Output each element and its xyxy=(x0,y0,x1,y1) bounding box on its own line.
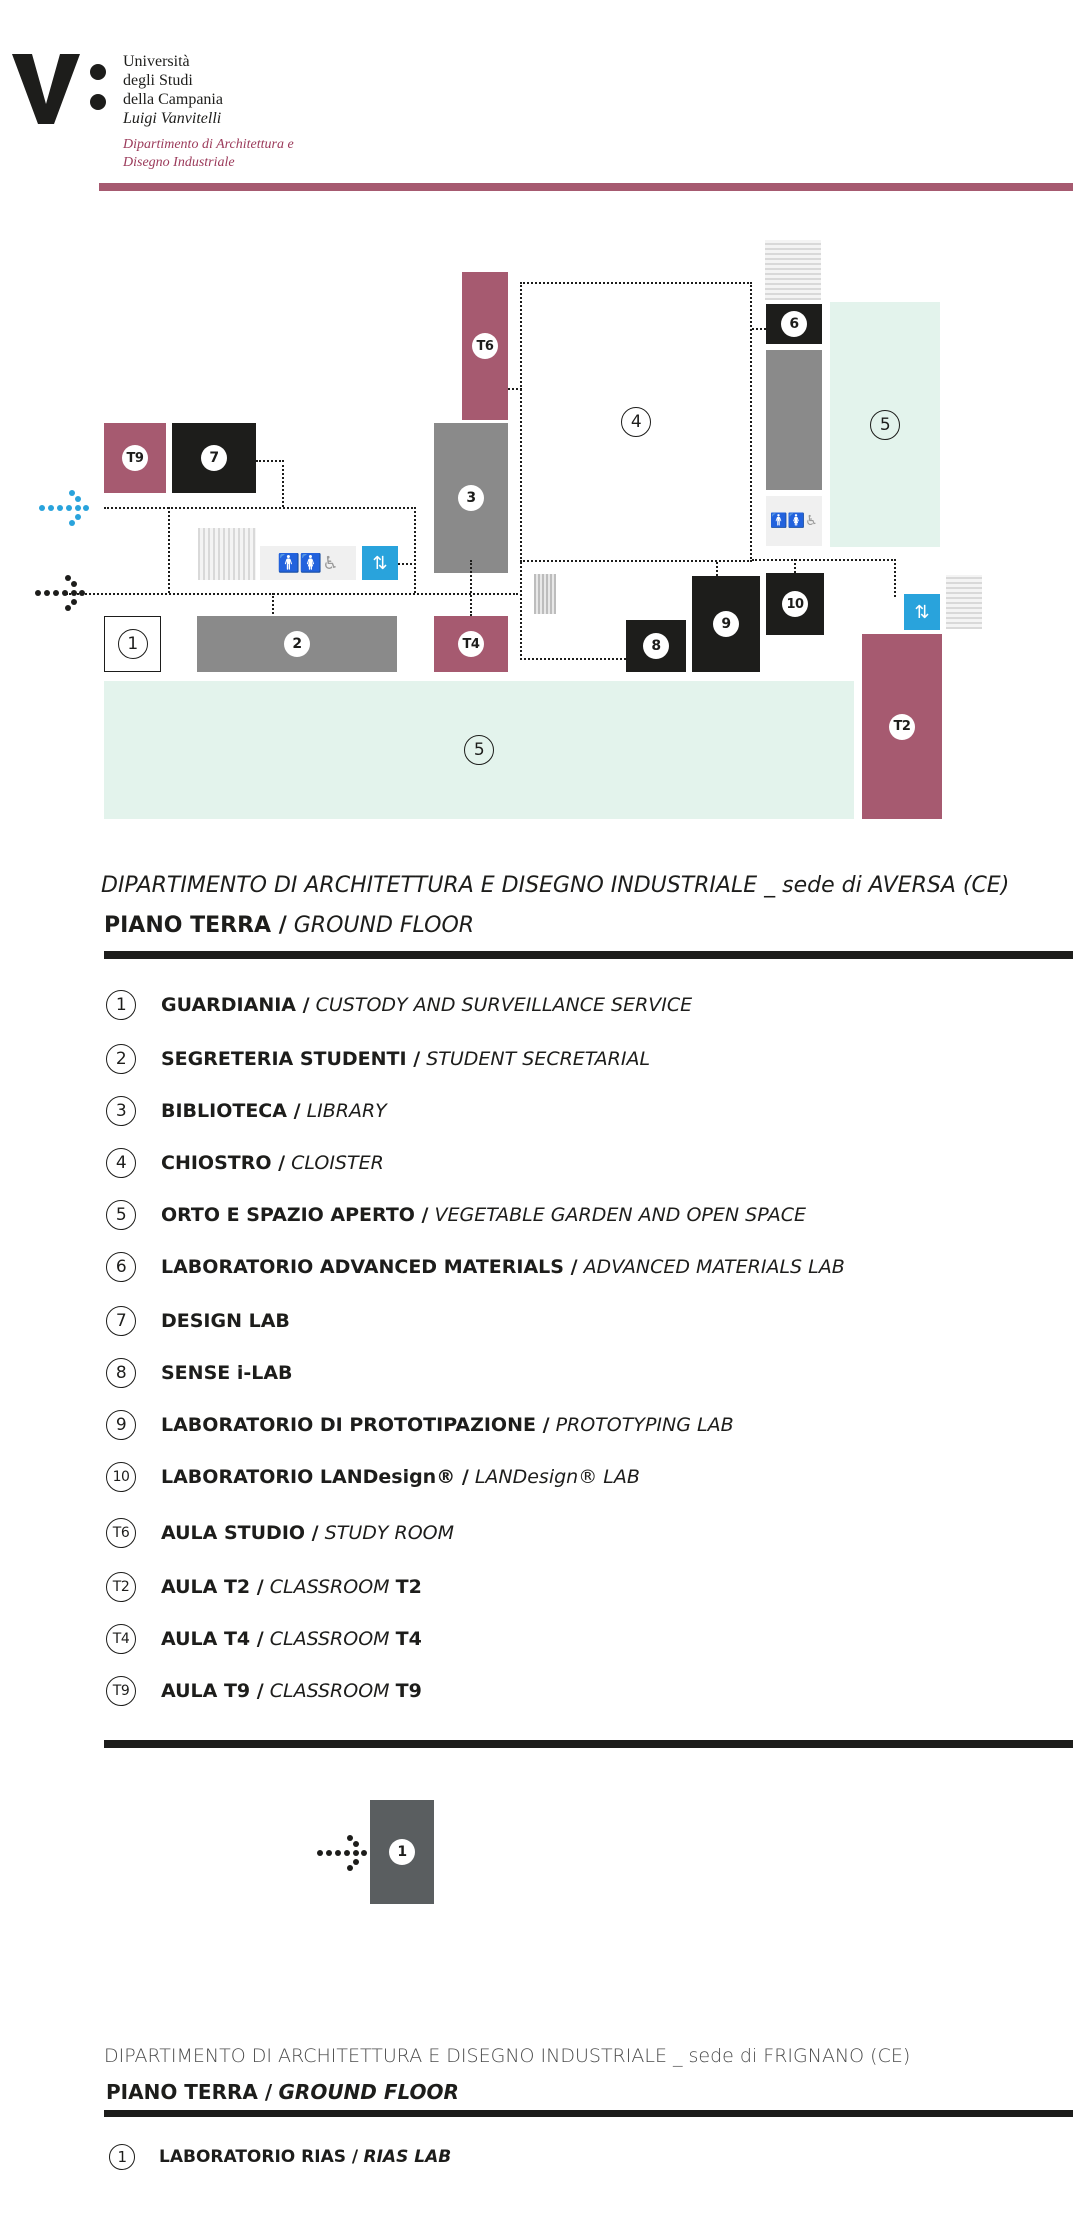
room-5-garden-bottom[interactable] xyxy=(104,681,854,819)
legend-label-en: VEGETABLE GARDEN AND OPEN SPACE xyxy=(434,1204,806,1226)
floor-label-en: GROUND FLOOR xyxy=(278,2080,459,2104)
university-line: della Campania xyxy=(123,91,223,108)
legend-text xyxy=(159,2147,451,2167)
legend-text xyxy=(161,1628,422,1650)
room-badge: 6 xyxy=(781,311,807,337)
path xyxy=(716,562,718,576)
room-badge: 2 xyxy=(284,631,310,657)
room-badge: T2 xyxy=(889,714,915,740)
legend-text xyxy=(161,1204,806,1226)
legend-item xyxy=(106,1096,387,1126)
room-badge: 5 xyxy=(464,735,494,765)
legend-label: SEGRETERIA STUDENTI / xyxy=(161,1048,421,1070)
legend-item xyxy=(106,1518,454,1548)
legend-text xyxy=(161,1680,422,1702)
department-line: Disegno Industriale xyxy=(123,155,235,170)
legend-number: 7 xyxy=(106,1306,136,1336)
legend-label-suffix: T2 xyxy=(395,1576,422,1598)
path xyxy=(894,559,896,597)
legend-item xyxy=(106,1306,290,1336)
legend-number: T6 xyxy=(106,1518,136,1548)
legend-label-en: CLASSROOM xyxy=(269,1680,390,1702)
legend-label: LABORATORIO LANDesign® / xyxy=(161,1466,469,1488)
legend-item xyxy=(106,1572,422,1602)
room-8[interactable] xyxy=(626,620,686,672)
path xyxy=(398,563,416,565)
room-t4[interactable] xyxy=(434,616,508,672)
legend-text xyxy=(161,1522,454,1544)
path xyxy=(470,560,472,616)
frignano-title: DIPARTIMENTO DI ARCHITETTURA E DISEGNO INDUSTRIALE _ sede di FRIGNANO (CE) xyxy=(104,2045,911,2067)
legend-number: 9 xyxy=(106,1410,136,1440)
path xyxy=(256,460,284,462)
legend-item xyxy=(106,1624,422,1654)
legend-label: AULA STUDIO / xyxy=(161,1522,319,1544)
legend-text xyxy=(161,1362,293,1384)
room-5-garden-top[interactable] xyxy=(830,302,940,547)
map-aversa xyxy=(0,230,1073,830)
room-badge: 1 xyxy=(389,1839,415,1865)
legend-label-suffix: T9 xyxy=(395,1680,422,1702)
legend-label-en: PROTOTYPING LAB xyxy=(555,1414,734,1436)
room-10[interactable] xyxy=(766,573,824,635)
university-line: Luigi Vanvitelli xyxy=(123,110,222,127)
elevator-icon: ⇅ xyxy=(362,546,398,580)
department-line: Dipartimento di Architettura e xyxy=(123,137,294,152)
legend-text xyxy=(161,994,692,1016)
frignano-floor xyxy=(106,2080,459,2104)
legend-item xyxy=(106,1044,650,1074)
legend-item xyxy=(106,1148,384,1178)
legend-number: T9 xyxy=(106,1676,136,1706)
path xyxy=(168,507,170,593)
path xyxy=(414,507,416,593)
legend-item xyxy=(106,990,692,1020)
legend-label-en: CLASSROOM xyxy=(269,1576,390,1598)
legend-number: T2 xyxy=(106,1572,136,1602)
legend-label-en: ADVANCED MATERIALS LAB xyxy=(583,1256,845,1278)
room-7[interactable] xyxy=(172,423,256,493)
stairs-icon xyxy=(198,528,256,580)
room-badge: 4 xyxy=(621,407,651,437)
path xyxy=(794,559,796,573)
legend-text xyxy=(161,1466,640,1488)
legend-number: 1 xyxy=(109,2144,135,2170)
legend-label-en: STUDENT SECRETARIAL xyxy=(426,1048,651,1070)
legend-label-en: RIAS LAB xyxy=(363,2147,452,2167)
room-badge: 3 xyxy=(458,485,484,511)
legend-item xyxy=(106,1410,734,1440)
logo-v-mark xyxy=(12,50,112,130)
entrance-arrow-icon xyxy=(38,490,94,526)
path xyxy=(752,328,766,330)
stairs-icon xyxy=(946,575,982,629)
restroom-icon: 🚹🚺♿ xyxy=(766,496,822,546)
legend-label-en: LANDesign® LAB xyxy=(474,1466,640,1488)
legend-item xyxy=(106,1200,806,1230)
university-line: Università xyxy=(123,53,190,70)
legend-label: AULA T4 / xyxy=(161,1628,264,1650)
aversa-rule-top xyxy=(104,951,1073,959)
legend-text xyxy=(161,1152,384,1174)
legend-text xyxy=(161,1310,290,1332)
legend-number: 4 xyxy=(106,1148,136,1178)
restroom-icon: 🚹🚺♿ xyxy=(260,546,356,580)
legend-item xyxy=(106,1358,293,1388)
legend-label: AULA T2 / xyxy=(161,1576,264,1598)
path xyxy=(104,507,416,509)
legend-text xyxy=(161,1576,422,1598)
room-badge: T6 xyxy=(472,333,498,359)
entrance-arrow-icon xyxy=(34,575,90,611)
legend-number: 3 xyxy=(106,1096,136,1126)
floor-label: PIANO TERRA / xyxy=(106,2080,273,2104)
legend-item xyxy=(106,1252,845,1282)
legend-label: AULA T9 / xyxy=(161,1680,264,1702)
room-6-annex[interactable] xyxy=(766,350,822,490)
legend-item xyxy=(106,1462,640,1492)
room-2[interactable] xyxy=(197,616,397,672)
legend-number: 8 xyxy=(106,1358,136,1388)
room-badge: 7 xyxy=(201,445,227,471)
header-rule xyxy=(99,183,1073,191)
aversa-title: DIPARTIMENTO DI ARCHITETTURA E DISEGNO INDUSTRIALE _ sede di AVERSA (CE) xyxy=(101,873,1010,898)
legend-number: 5 xyxy=(106,1200,136,1230)
room-t9[interactable] xyxy=(104,423,166,493)
frignano-rule xyxy=(104,2110,1073,2117)
room-badge: 5 xyxy=(870,410,900,440)
room-6[interactable] xyxy=(766,304,822,344)
room-9[interactable] xyxy=(692,576,760,672)
floor-label: PIANO TERRA / xyxy=(104,913,287,938)
legend-label: LABORATORIO DI PROTOTIPAZIONE / xyxy=(161,1414,550,1436)
legend-label: DESIGN LAB xyxy=(161,1310,290,1332)
entrance-arrow-icon xyxy=(316,1835,372,1871)
legend-text xyxy=(161,1414,734,1436)
legend-text xyxy=(161,1048,650,1070)
legend-item xyxy=(109,2144,451,2170)
room-badge: 9 xyxy=(713,611,739,637)
legend-label-en: CLOISTER xyxy=(291,1152,384,1174)
stairs-icon xyxy=(534,574,556,614)
legend-label-suffix: T4 xyxy=(395,1628,422,1650)
legend-label: ORTO E SPAZIO APERTO / xyxy=(161,1204,429,1226)
legend-label: LABORATORIO ADVANCED MATERIALS / xyxy=(161,1256,578,1278)
university-logo xyxy=(12,50,112,130)
floor-label-en: GROUND FLOOR xyxy=(293,913,475,938)
room-badge: T9 xyxy=(122,445,148,471)
path xyxy=(752,559,896,561)
university-line: degli Studi xyxy=(123,72,193,89)
legend-label: GUARDIANIA / xyxy=(161,994,310,1016)
room-4-cloister[interactable] xyxy=(520,282,752,562)
legend-label: CHIOSTRO / xyxy=(161,1152,286,1174)
path xyxy=(66,593,518,595)
legend-label-en: STUDY ROOM xyxy=(324,1522,455,1544)
aversa-rule-bottom xyxy=(104,1740,1073,1748)
university-name xyxy=(123,52,223,128)
room-3[interactable] xyxy=(434,423,508,573)
room-1[interactable] xyxy=(104,616,161,672)
legend-text xyxy=(161,1256,845,1278)
path xyxy=(520,658,626,660)
room-badge: 1 xyxy=(118,629,148,659)
legend-number: 1 xyxy=(106,990,136,1020)
legend-label: BIBLIOTECA / xyxy=(161,1100,301,1122)
room-t2[interactable] xyxy=(862,634,942,819)
legend-label: LABORATORIO RIAS / xyxy=(159,2147,359,2167)
legend-label-en: CLASSROOM xyxy=(269,1628,390,1650)
legend-label-en: CUSTODY AND SURVEILLANCE SERVICE xyxy=(315,994,693,1016)
legend-number: 10 xyxy=(106,1462,136,1492)
room-t6[interactable] xyxy=(462,272,508,420)
path xyxy=(282,460,284,507)
legend-number: 6 xyxy=(106,1252,136,1282)
frignano-room-1[interactable] xyxy=(370,1800,434,1904)
path xyxy=(520,562,522,660)
department-name xyxy=(123,136,294,172)
aversa-floor xyxy=(104,913,474,938)
legend-number: T4 xyxy=(106,1624,136,1654)
legend-text xyxy=(161,1100,387,1122)
legend-number: 2 xyxy=(106,1044,136,1074)
room-badge: 8 xyxy=(643,633,669,659)
legend-label-en: LIBRARY xyxy=(306,1100,387,1122)
stairs-icon xyxy=(765,240,821,300)
elevator-icon: ⇅ xyxy=(904,594,940,630)
legend-label: SENSE i-LAB xyxy=(161,1362,293,1384)
legend-item xyxy=(106,1676,422,1706)
room-badge: 10 xyxy=(782,591,808,617)
room-badge: T4 xyxy=(458,631,484,657)
